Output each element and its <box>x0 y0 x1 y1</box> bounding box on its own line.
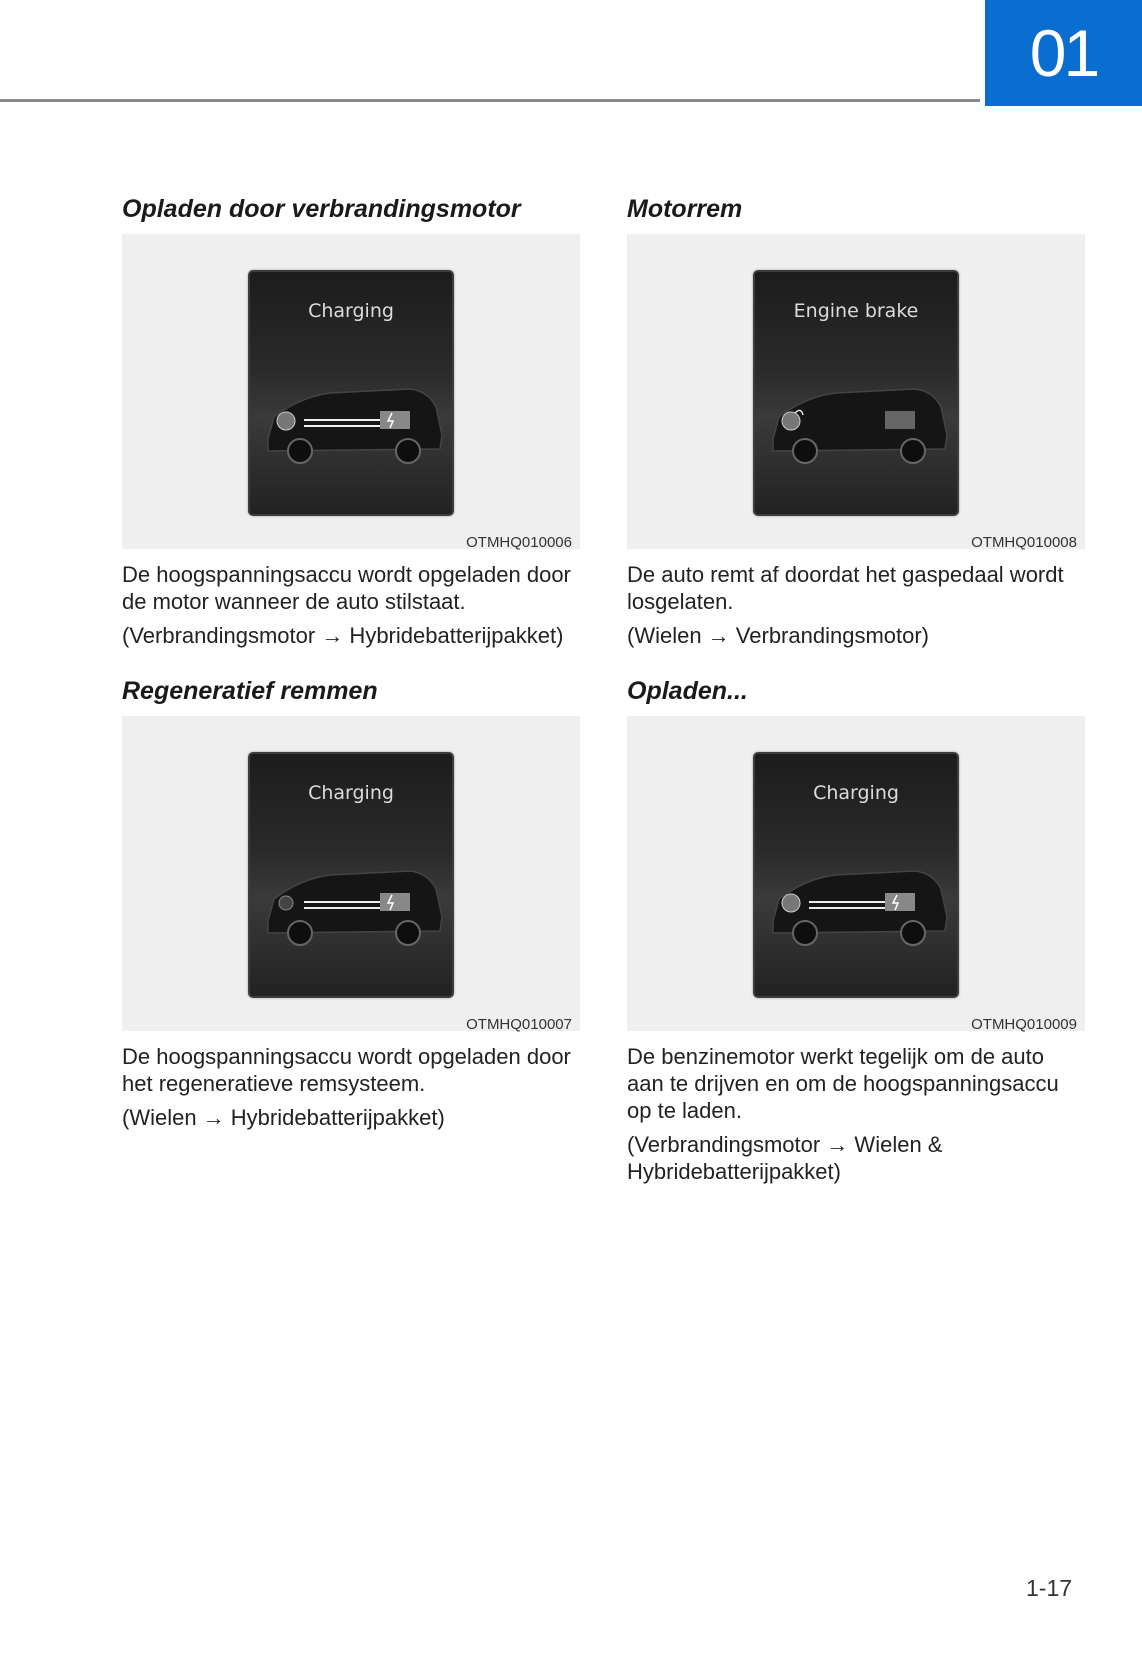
figure <box>122 716 580 1031</box>
figure <box>122 234 580 549</box>
power-flow: (Verbrandingsmotor → Wielen & Hybridebatterijpakket) <box>627 1132 943 1184</box>
section-title: Regeneratief remmen <box>122 677 378 705</box>
description: De benzinemotor werkt tegelijk om de auto aan te drijven en om de hoogspanningsaccu op te laden. <box>627 1044 1059 1123</box>
figure-code: OTMHQ010006 <box>466 534 572 551</box>
cluster-display <box>753 752 959 998</box>
section-charging-engine <box>122 188 580 649</box>
power-flow: (Wielen → Verbrandingsmotor) <box>627 623 930 648</box>
power-flow: (Verbrandingsmotor → Hybridebatterijpakket) <box>122 623 564 648</box>
display-label: Engine brake <box>793 300 919 322</box>
section-regenerative-braking <box>122 670 580 1131</box>
display-label: Charging <box>308 300 394 322</box>
section-title: Opladen... <box>627 677 748 705</box>
chapter-tab: 01 <box>985 0 1142 106</box>
car-powerflow-icon <box>260 377 446 477</box>
section-title: Opladen door verbrandingsmotor <box>122 195 521 223</box>
power-flow: (Wielen → Hybridebatterijpakket) <box>122 1105 445 1130</box>
cluster-display <box>753 270 959 516</box>
section-title: Motorrem <box>627 195 743 223</box>
page-number: 1-17 <box>1026 1575 1073 1601</box>
car-powerflow-icon <box>765 859 951 959</box>
figure-code: OTMHQ010008 <box>971 534 1077 551</box>
figure-code: OTMHQ010009 <box>971 1016 1077 1033</box>
figure <box>627 234 1085 549</box>
cluster-display <box>248 270 454 516</box>
figure <box>627 716 1085 1031</box>
figure-code: OTMHQ010007 <box>466 1016 572 1033</box>
description: De hoogspanningsaccu wordt opgeladen door de motor wanneer de auto stilstaat. <box>122 562 571 614</box>
description: De hoogspanningsaccu wordt opgeladen door het regeneratieve remsysteem. <box>122 1044 571 1096</box>
car-powerflow-icon <box>260 859 446 959</box>
header-rule <box>0 99 980 102</box>
car-powerflow-icon <box>765 377 951 477</box>
cluster-display <box>248 752 454 998</box>
description: De auto remt af doordat het gaspedaal wordt losgelaten. <box>627 562 1064 614</box>
display-label: Charging <box>308 782 394 804</box>
display-label: Charging <box>813 782 899 804</box>
section-engine-brake <box>627 188 1085 649</box>
section-charging-driving <box>627 670 1085 1185</box>
